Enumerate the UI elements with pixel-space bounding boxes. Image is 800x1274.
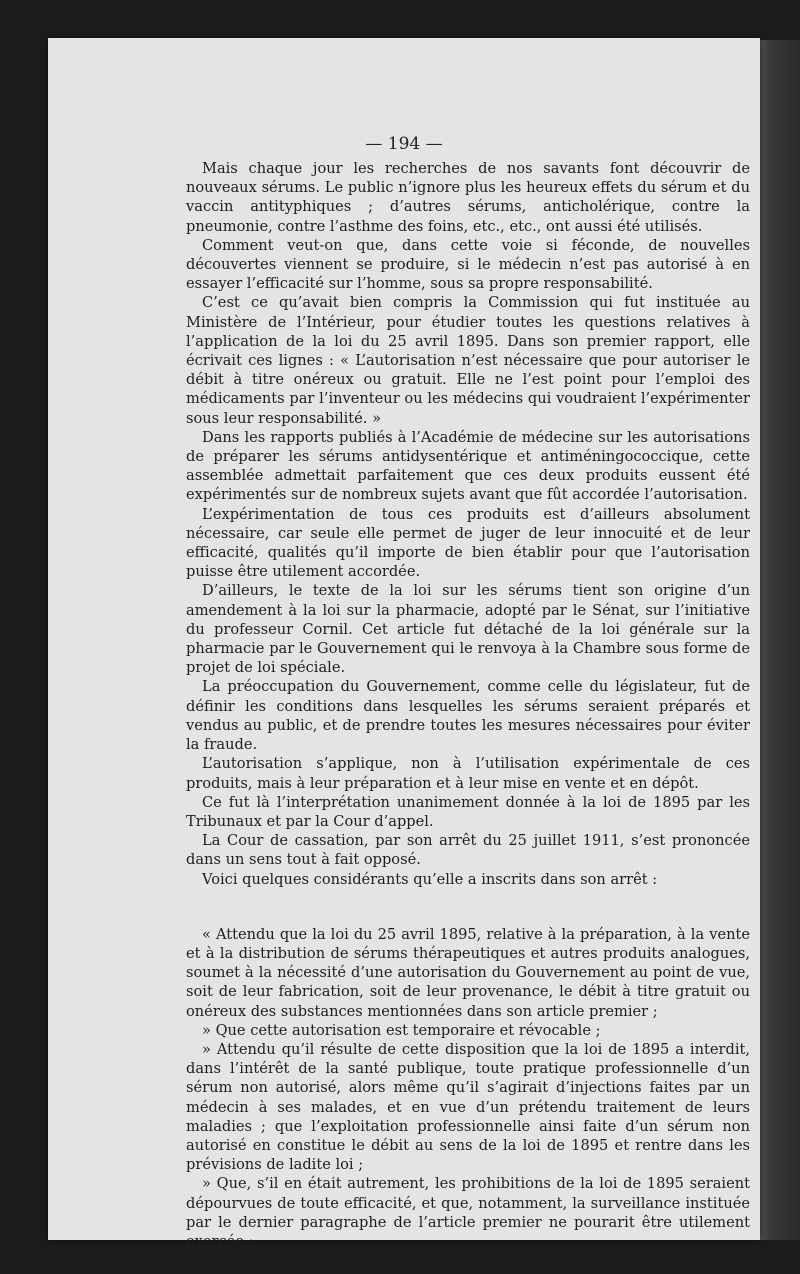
paragraph: Comment veut-on que, dans cette voie si féconde, de nouvelles découvertes viennent se produire, si le médecin n’est pas autorisé à en essayer l’efficacité sur l’homme, sous sa propre responsabilité. [186, 236, 750, 293]
paragraph: Voici quelques considérants qu’elle a inscrits dans son arrêt : [202, 870, 658, 888]
paragraph: Dans les rapports publiés à l’Académie de médecine sur les autorisations de préparer les sérums antidysentérique et antiméningococcique, cette assemblée admettait parfaitement que ces deux produits eussent été expérimentés sur de nombreux sujets avant que fût accordée l’autorisation. [186, 428, 750, 504]
paragraph: L’autorisation s’applique, non à l’utilisation expérimentale de ces produits, mais à leur préparation et à leur mise en vente et en dépôt. [186, 755, 750, 792]
paragraph: Ce fut là l’interprétation unanimement donnée à la loi de 1895 par les Tribunaux et par la Cour d’appel. [186, 793, 750, 830]
paragraph: La préoccupation du Gouvernement, comme celle du législateur, fut de définir les conditions dans lesquelles les sérums seraient préparés et vendus au public, et de prendre toutes les mesures nécessaires pour éviter la fraude. [186, 678, 750, 754]
paragraph: C’est ce qu’avait bien compris la Commission qui fut instituée au Ministère de l’Intérieur, pour étudier toutes les questions relatives à l’application de la loi du 25 avril 1895. Dans son premier rapport, elle écrivait ces lignes : « L’autorisation n’est nécessaire que pour autoriser le débit à titre onéreux ou gratuit. Elle ne l’est point pour l’emploi des médicaments par l’inventeur ou les médecins qui voudraient l’expérimenter sous leur responsabilité. » [186, 294, 750, 427]
section-gap [186, 889, 750, 925]
paragraph: D’ailleurs, le texte de la loi sur les sérums tient son origine d’un amendement à la loi sur la pharmacie, adopté par le Sénat, sur l’initiative du professeur Cornil. Cet article fut détaché de la loi générale sur la pharmacie par le Gouvernement qui le renvoya à la Chambre sous forme de projet de loi spéciale. [186, 582, 750, 677]
page-number: — 194 — [365, 134, 443, 154]
considerant: » Attendu qu’il résulte de cette disposition que la loi de 1895 a interdit, dans l’intérêt de la santé publique, toute pratique professionnelle d’un sérum non autorisé, alors même qu’il s’agirait d’injections faites par un médecin à ses malades, et en vue d’un prétendu traitement de leurs maladies ; que l’exploitation professionnelle ainsi faite d’un sérum non autorisé en constitue le débit au sens de la loi de 1895 et rentre dans les prévisions de ladite loi ; [186, 1040, 750, 1174]
considerant: « Attendu que la loi du 25 avril 1895, relative à la préparation, à la vente et à la distribution de sérums thérapeutiques et autres produits analogues, soumet à la nécessité d’une autorisation du Gouvernement au point de vue, soit de leur fabrication, soit de leur provenance, le débit à titre gratuit ou onéreux des substances mentionnées dans son article premier ; [186, 925, 750, 1020]
paragraph: Mais chaque jour les recherches de nos savants font découvrir de nouveaux sérums. Le public n’ignore plus les heureux effets du sérum et du vaccin antityphiques ; d’autres sérums, anticholérique, contre la pneumonie, contre l’asthme des foins, etc., etc., ont aussi été utilisés. [186, 160, 750, 235]
considerant: » Que, s’il en était autrement, les prohibitions de la loi de 1895 seraient dépourvues de toute efficacité, et que, notamment, la surveillance instituée par le dernier paragraphe de l’article premier ne pourarit être utilement exercée ; [186, 1175, 750, 1250]
paragraph: La Cour de cassation, par son arrêt du 25 juillet 1911, s’est prononcée dans un sens tout à fait opposé. [186, 832, 750, 869]
considerant: » Que cette autorisation est temporaire et révocable ; [202, 1021, 601, 1039]
page-body [186, 159, 750, 1251]
paragraph: L’expérimentation de tous ces produits est d’ailleurs absolument nécessaire, car seule elle permet de juger de leur innocuité et de leur efficacité, qualités qu’il importe de bien établir pour que l’autorisation puisse être utilement accordée. [186, 505, 750, 581]
